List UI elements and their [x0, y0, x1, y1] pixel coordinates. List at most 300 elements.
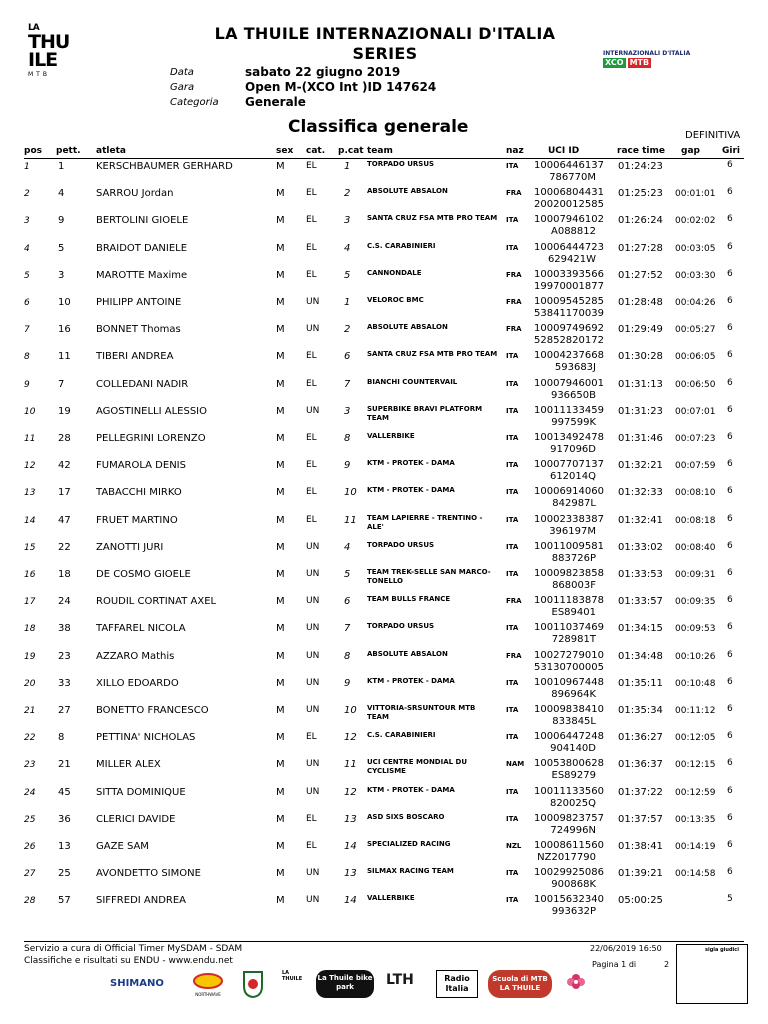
cell-sex: M [276, 297, 285, 308]
cell-team: SILMAX RACING TEAM [367, 867, 454, 876]
table-row [0, 514, 768, 540]
logo-right-top: INTERNAZIONALI D'ITALIA [603, 50, 691, 57]
cell-atleta: BONNET Thomas [96, 324, 181, 336]
cell-race-time: 01:25:23 [618, 188, 663, 200]
uci-licence: 917096D [550, 444, 596, 455]
cell-giri: 6 [727, 812, 733, 823]
uci-licence: 820025Q [549, 797, 596, 809]
uci-licence: NZ2017790 [537, 852, 596, 863]
table-row [0, 269, 768, 295]
cell-atleta: SIFFREDI ANDREA [96, 895, 187, 907]
uci-code: 10007946001 [534, 377, 604, 389]
cell-gap: 00:08:18 [675, 515, 716, 526]
cell-pos: 10 [24, 406, 36, 417]
sponsor-northwave [188, 972, 228, 997]
uci-licence: 896964K [551, 688, 596, 700]
cell-uci-id [534, 649, 604, 674]
cell-gap: 00:03:30 [675, 270, 716, 281]
cell-naz: NAM [506, 760, 525, 769]
cell-sex: M [276, 215, 285, 227]
cell-sex: M [276, 541, 285, 553]
cell-giri: 6 [727, 268, 733, 279]
cell-sex: M [276, 623, 285, 635]
cell-cat: EL [306, 242, 317, 253]
cell-uci-id [534, 296, 604, 320]
cell-naz: ITA [506, 896, 519, 905]
cell-pcat: 9 [344, 677, 351, 689]
sponsor-bike-park: La Thuile bike park [316, 970, 374, 998]
cell-uci-id [534, 377, 604, 402]
cell-team: C.S. CARABINIERI [367, 241, 436, 250]
cell-race-time: 01:31:13 [618, 378, 663, 390]
cell-pcat: 12 [344, 786, 357, 798]
logo-line-1: LA [28, 23, 39, 33]
cell-race-time: 01:37:22 [618, 786, 663, 798]
cell-atleta: TAFFAREL NICOLA [96, 623, 186, 635]
cell-sex: M [276, 351, 285, 363]
cell-naz: FRA [506, 189, 522, 198]
cell-sex: M [276, 269, 285, 281]
cell-pett: 22 [58, 541, 71, 553]
col-header-gap: gap [681, 146, 700, 156]
cell-giri: 6 [727, 649, 733, 660]
cell-cat: UN [306, 297, 320, 307]
cell-uci-id [534, 622, 604, 646]
col-header-pcat: p.cat [338, 146, 364, 156]
meta-label-gara: Gara [170, 82, 195, 93]
judges-signature-box [676, 944, 748, 1004]
table-row [0, 758, 768, 784]
uci-code: 10053800628 [534, 758, 604, 770]
cell-pos: 11 [24, 434, 36, 444]
cell-atleta: CLERICI DAVIDE [96, 813, 176, 825]
cell-giri: 6 [727, 568, 733, 578]
cell-cat: EL [306, 351, 317, 362]
cell-uci-id [534, 241, 604, 266]
cell-naz: FRA [506, 298, 522, 306]
uci-code: 10009823757 [534, 812, 604, 824]
cell-race-time: 01:27:52 [618, 269, 663, 281]
cell-team: CANNONDALE [367, 268, 422, 277]
table-row [0, 323, 768, 349]
uci-licence: 724996N [550, 824, 596, 836]
cell-cat: UN [306, 677, 320, 688]
cell-sex: M [276, 188, 285, 200]
table-row [0, 405, 768, 431]
cell-pcat: 12 [344, 732, 357, 744]
sponsor-radio-italia: Radio Italia [436, 970, 478, 998]
cell-pcat: 14 [344, 895, 357, 907]
event-title-line1: LA THUILE INTERNAZIONALI D'ITALIA [214, 24, 556, 43]
cell-cat: UN [306, 786, 320, 797]
cell-pcat: 1 [344, 161, 351, 172]
sponsor-shimano: SHIMANO [110, 978, 164, 989]
table-row [0, 677, 768, 703]
footer-page-total: 2 [664, 960, 670, 969]
cell-pett: 36 [58, 813, 71, 825]
cell-sex: M [276, 868, 285, 880]
cell-pett: 1 [58, 161, 65, 172]
cell-sex: M [276, 786, 285, 798]
cell-pett: 19 [58, 405, 71, 417]
sponsor-la-thuile-crest-icon [242, 970, 264, 998]
uci-code: 10011009581 [534, 540, 604, 552]
cell-atleta: AGOSTINELLI ALESSIO [96, 405, 208, 417]
logo-sub: MTB [28, 71, 50, 78]
cell-sex: M [276, 324, 285, 336]
footer-results-link: Classifiche e risultati su ENDU - www.endu.net [24, 956, 233, 966]
sponsor-scuola-mtb: Scuola di MTB LA THUILE [488, 970, 552, 998]
cell-race-time: 01:37:57 [618, 813, 663, 825]
cell-atleta: FUMAROLA DENIS [96, 460, 186, 472]
cell-pett: 27 [58, 705, 71, 716]
logo-line-2: THU [28, 31, 70, 53]
cell-pos: 7 [24, 325, 30, 336]
cell-gap: 00:02:02 [675, 216, 716, 227]
cell-sex: M [276, 650, 285, 662]
cell-sex: M [276, 242, 285, 254]
uci-licence: 904140D [550, 743, 596, 755]
uci-licence: 396197M [549, 525, 596, 537]
cell-giri: 6 [727, 377, 733, 388]
cell-giri: 6 [727, 486, 733, 497]
cell-atleta: ZANOTTI JURI [96, 541, 164, 553]
cell-team: KTM - PROTEK - DAMA [367, 785, 455, 794]
cell-sex: M [276, 677, 285, 689]
cell-naz: FRA [506, 325, 522, 334]
cell-uci-id [534, 731, 604, 755]
cell-race-time: 01:33:02 [618, 541, 663, 553]
cell-uci-id [534, 540, 604, 565]
cell-cat: EL [306, 378, 317, 389]
cell-giri: 6 [727, 840, 733, 850]
table-row [0, 704, 768, 730]
cell-pos: 28 [24, 896, 36, 907]
uci-licence: 786770M [549, 172, 596, 183]
uci-code: 10011133459 [534, 404, 604, 416]
cell-pcat: 10 [344, 705, 357, 716]
uci-licence: 728981T [551, 634, 596, 646]
uci-licence: 833845L [552, 716, 596, 727]
cell-pos: 2 [24, 189, 30, 200]
table-row [0, 160, 768, 186]
cell-naz: NZL [506, 842, 522, 850]
cell-atleta: XILLO EDOARDO [96, 677, 179, 689]
uci-licence: 936650B [550, 389, 596, 401]
cell-gap: 00:08:40 [675, 542, 716, 553]
uci-code: 10009749692 [534, 323, 604, 335]
cell-uci-id [534, 840, 604, 864]
cell-naz: ITA [506, 406, 519, 415]
cell-uci-id [534, 568, 604, 592]
cell-cat: UN [306, 541, 320, 552]
cell-pett: 21 [58, 759, 71, 771]
uci-code: 10002338387 [534, 513, 604, 525]
uci-licence: 593683J [554, 362, 596, 374]
cell-race-time: 01:34:48 [618, 650, 663, 662]
cell-gap: 00:12:15 [675, 760, 716, 771]
cell-sex: M [276, 596, 285, 608]
cell-pett: 8 [58, 732, 65, 744]
cell-atleta: BERTOLINI GIOELE [96, 215, 189, 227]
uci-code: 10006447248 [534, 731, 604, 743]
cell-race-time: 01:35:34 [618, 705, 663, 716]
cell-atleta: PHILIPP ANTOINE [96, 297, 182, 308]
cell-pett: 47 [58, 514, 71, 526]
cell-race-time: 01:35:11 [618, 677, 663, 689]
cell-pcat: 6 [344, 351, 351, 363]
cell-pcat: 7 [344, 623, 351, 635]
cell-pos: 27 [24, 869, 36, 880]
cell-pcat: 4 [344, 541, 351, 553]
cell-team: TORPADO URSUS [367, 160, 435, 168]
cell-giri: 6 [727, 595, 733, 606]
uci-licence: 612014Q [549, 471, 596, 483]
cell-naz: ITA [506, 570, 519, 578]
cell-pett: 45 [58, 786, 71, 798]
cell-pos: 26 [24, 842, 36, 852]
cell-cat: EL [306, 841, 317, 851]
cell-gap: 00:07:23 [675, 434, 716, 444]
cell-race-time: 01:26:24 [618, 215, 663, 227]
cell-cat: UN [306, 705, 320, 715]
cell-gap: 00:11:12 [675, 706, 716, 716]
cell-giri: 6 [727, 241, 733, 252]
cell-race-time: 01:32:41 [618, 514, 663, 526]
cell-pcat: 14 [344, 841, 357, 852]
cell-giri: 6 [727, 214, 733, 225]
cell-atleta: TABACCHI MIRKO [96, 487, 182, 499]
cell-naz: ITA [506, 379, 519, 388]
table-row [0, 541, 768, 567]
cell-team: UCI CENTRE MONDIAL DU CYCLISME [367, 758, 468, 776]
cell-pett: 28 [58, 433, 71, 444]
uci-code: 10009545285 [534, 296, 604, 307]
cell-atleta: SITTA DOMINIQUE [96, 786, 186, 798]
cell-sex: M [276, 705, 285, 716]
cell-giri: 6 [727, 404, 733, 415]
cell-uci-id [534, 323, 604, 347]
cell-pcat: 11 [344, 759, 357, 771]
cell-uci-id [534, 676, 604, 701]
cell-atleta: PELLEGRINI LORENZO [96, 433, 206, 444]
cell-naz: ITA [506, 624, 519, 633]
cell-race-time: 01:34:15 [618, 623, 663, 635]
cell-naz: ITA [506, 243, 519, 252]
cell-naz: ITA [506, 216, 519, 225]
col-header-sex: sex [276, 146, 294, 156]
cell-cat: UN [306, 405, 320, 416]
uci-code: 10015632340 [534, 894, 604, 906]
cell-pett: 4 [58, 188, 65, 200]
cell-naz: ITA [506, 787, 519, 796]
uci-code: 10010967448 [534, 676, 604, 688]
cell-uci-id [534, 160, 604, 184]
cell-atleta: FRUET MARTINO [96, 514, 178, 526]
cell-pett: 57 [58, 895, 71, 907]
cell-cat: EL [306, 732, 317, 743]
cell-uci-id [534, 894, 604, 918]
cell-race-time: 01:24:23 [618, 161, 663, 172]
cell-pcat: 8 [344, 650, 351, 662]
cell-pett: 33 [58, 677, 71, 689]
cell-team: ABSOLUTE ABSALON [367, 323, 448, 332]
uci-code: 10007707137 [534, 459, 604, 471]
uci-code: 10004237668 [534, 350, 604, 362]
col-header-uci-id: UCI ID [548, 146, 580, 156]
cell-pcat: 3 [344, 405, 351, 417]
cell-race-time: 01:29:49 [618, 324, 663, 336]
cell-pett: 9 [58, 215, 65, 227]
cell-team: VELOROC BMC [367, 296, 424, 304]
classifica-title: Classifica generale [288, 117, 469, 137]
cell-atleta: GAZE SAM [96, 841, 149, 852]
col-header-pos: pos [24, 146, 42, 156]
logo-mtb: MTB [629, 58, 650, 67]
uci-licence: 842987L [552, 498, 596, 510]
cell-naz: ITA [506, 814, 519, 823]
col-header-cat: cat. [306, 146, 326, 156]
cell-cat: EL [306, 215, 317, 226]
cell-giri: 6 [727, 296, 733, 306]
uci-licence: 900868K [551, 879, 596, 891]
cell-uci-id [534, 595, 604, 619]
cell-sex: M [276, 460, 285, 472]
cell-cat: EL [306, 188, 317, 199]
cell-atleta: AVONDETTO SIMONE [96, 868, 201, 880]
cell-pos: 25 [24, 814, 36, 825]
uci-code: 10013492478 [534, 432, 604, 443]
footer-page-label: Pagina 1 di [592, 960, 637, 969]
cell-race-time: 05:00:25 [618, 895, 663, 907]
table-row [0, 187, 768, 213]
cell-pcat: 13 [344, 813, 357, 825]
cell-atleta: SARROU Jordan [96, 188, 174, 200]
cell-pos: 21 [24, 706, 36, 716]
cell-pett: 17 [58, 487, 71, 499]
cell-naz: FRA [506, 651, 522, 660]
cell-gap: 00:09:35 [675, 597, 716, 608]
cell-giri: 6 [727, 758, 733, 769]
cell-team: ABSOLUTE ABSALON [367, 187, 448, 196]
cell-uci-id [534, 268, 604, 293]
cell-pcat: 5 [344, 269, 351, 281]
cell-naz: ITA [506, 352, 519, 361]
cell-cat: UN [306, 895, 320, 906]
cell-uci-id [534, 187, 604, 211]
cell-race-time: 01:28:48 [618, 297, 663, 308]
cell-team: SPECIALIZED RACING [367, 840, 451, 848]
cell-pett: 10 [58, 297, 71, 308]
cell-gap: 00:12:05 [675, 733, 716, 744]
table-row [0, 350, 768, 376]
col-header-pett: pett. [56, 146, 81, 156]
meta-label-categoria: Categoria [170, 97, 219, 108]
uci-code: 10011037469 [534, 622, 604, 634]
cell-pcat: 8 [344, 433, 351, 444]
sponsor-northwave-label: NORTHWAVE [195, 992, 221, 997]
uci-code: 10007946102 [534, 214, 604, 226]
cell-pett: 13 [58, 841, 71, 852]
cell-uci-id [534, 704, 604, 728]
cell-uci-id [534, 513, 604, 538]
uci-licence: 52852820172 [534, 335, 604, 347]
cell-cat: EL [306, 460, 317, 471]
uci-licence: 993632P [551, 906, 596, 918]
uci-code: 10011183878 [534, 595, 604, 607]
cell-naz: ITA [506, 542, 519, 551]
cell-pos: 24 [24, 787, 36, 798]
cell-cat: UN [306, 569, 320, 579]
cell-race-time: 01:32:21 [618, 460, 663, 472]
cell-gap: 00:01:01 [675, 189, 716, 200]
cell-naz: ITA [506, 162, 519, 170]
cell-race-time: 01:33:53 [618, 569, 663, 580]
uci-code: 10011133560 [534, 785, 604, 797]
cell-naz: ITA [506, 678, 519, 687]
uci-code: 10006446137 [534, 160, 604, 171]
uci-code: 10027279010 [534, 649, 604, 661]
cell-pos: 13 [24, 488, 36, 499]
cell-pcat: 13 [344, 868, 357, 880]
cell-giri: 6 [727, 704, 733, 714]
event-title-line2: SERIES [352, 44, 418, 63]
sponsor-flower-icon [566, 970, 586, 996]
cell-pos: 22 [24, 733, 36, 744]
cell-team: SANTA CRUZ FSA MTB PRO TEAM [367, 350, 498, 359]
cell-gap: 00:13:35 [675, 814, 716, 825]
cell-gap: 00:06:05 [675, 352, 716, 363]
cell-team: SUPERBIKE BRAVI PLATFORM TEAM [367, 404, 483, 422]
cell-giri: 6 [727, 676, 733, 687]
cell-sex: M [276, 732, 285, 744]
cell-sex: M [276, 569, 285, 580]
cell-pett: 23 [58, 650, 71, 662]
cell-pcat: 7 [344, 378, 351, 390]
cell-cat: UN [306, 596, 320, 607]
cell-team: TEAM TREK-SELLE SAN MARCO-TONELLO [367, 568, 491, 585]
cell-pett: 38 [58, 623, 71, 635]
cell-pos: 18 [24, 624, 36, 635]
cell-gap: 00:09:31 [675, 570, 716, 580]
cell-team: SANTA CRUZ FSA MTB PRO TEAM [367, 214, 498, 223]
table-row [0, 432, 768, 458]
uci-licence: ES89279 [551, 770, 596, 782]
cell-cat: UN [306, 650, 320, 661]
cell-pos: 8 [24, 352, 30, 363]
cell-team: BIANCHI COUNTERVAIL [367, 377, 458, 386]
table-row [0, 894, 768, 920]
cell-pos: 14 [24, 515, 36, 526]
cell-sex: M [276, 487, 285, 499]
cell-atleta: AZZARO Mathis [96, 650, 175, 662]
cell-race-time: 01:36:37 [618, 759, 663, 771]
cell-sex: M [276, 405, 285, 417]
cell-pcat: 5 [344, 569, 351, 580]
cell-cat: UN [306, 868, 320, 879]
cell-pos: 1 [24, 162, 30, 172]
uci-code: 10006804431 [534, 187, 604, 199]
col-header-atleta: atleta [96, 146, 126, 156]
cell-naz: ITA [506, 461, 519, 470]
table-row [0, 867, 768, 893]
col-header-giri: Giri [722, 146, 740, 156]
cell-gap: 00:10:48 [675, 678, 716, 689]
cell-giri: 6 [727, 459, 733, 470]
cell-pos: 6 [24, 298, 30, 308]
cell-atleta: DE COSMO GIOELE [96, 569, 191, 580]
cell-pos: 16 [24, 570, 36, 580]
